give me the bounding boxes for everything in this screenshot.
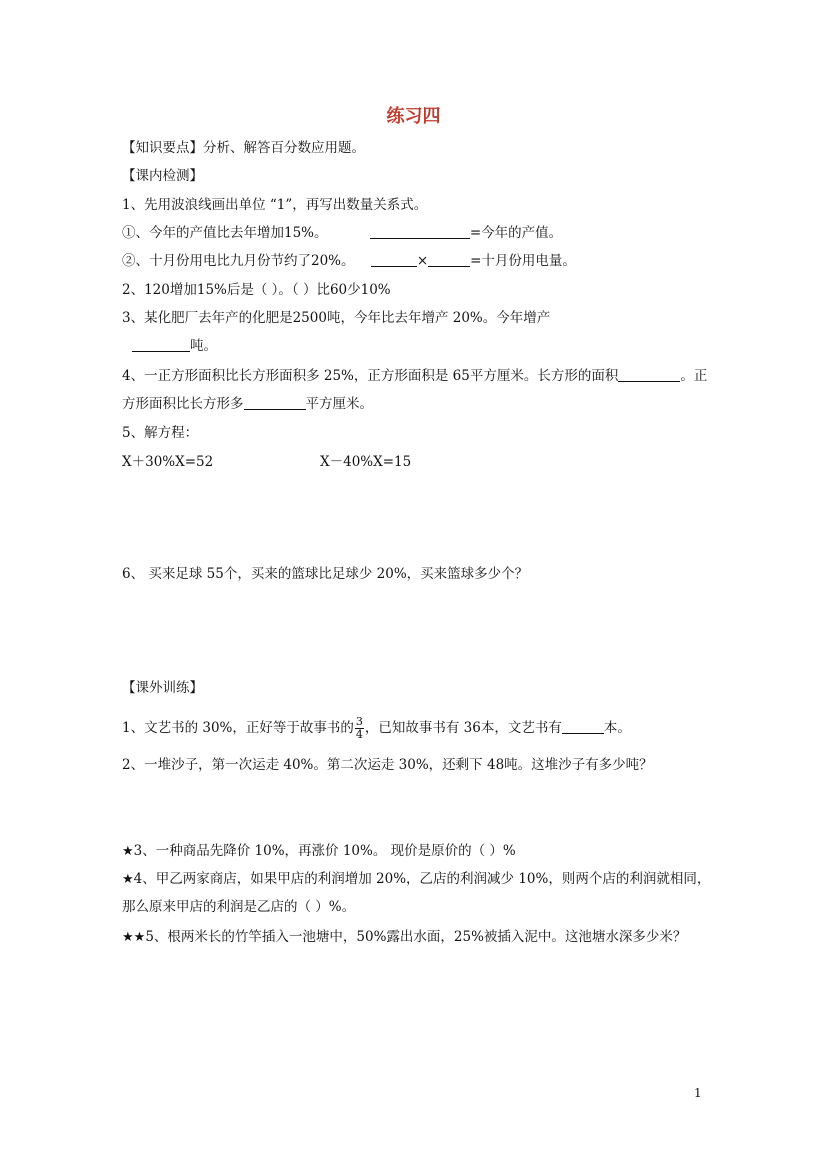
question-5: 5、解方程： <box>122 425 199 441</box>
question-4-tail-2: 平方厘米。 <box>305 396 373 412</box>
answer-blank[interactable] <box>132 337 190 352</box>
question-4-text-2: 方形面积比长方形多 <box>122 396 244 412</box>
question-1: 1、先用波浪线画出单位 “1”，再写出数量关系式。 <box>122 197 428 213</box>
question-1a <box>122 223 562 243</box>
answer-blank[interactable] <box>370 224 470 239</box>
extra-question-1 <box>122 716 631 741</box>
answer-blank[interactable] <box>428 252 470 267</box>
extra-question-3-text: 3、一种商品先降价 10%，再涨价 10%。 现价是原价的（ ）% <box>133 843 516 859</box>
extra-question-2: 2、一堆沙子，第一次运走 40%。第二次运走 30%，还剩下 48吨。这堆沙子有多少吨？ <box>122 757 653 773</box>
star-icon: ★ <box>122 844 134 859</box>
answer-blank[interactable] <box>244 395 306 410</box>
question-1b-text: ②、十月份用电比九月份节约了20%。 <box>122 253 355 269</box>
equation-1: X＋30%X=52 <box>122 454 214 470</box>
answer-blank[interactable] <box>618 367 680 382</box>
fraction <box>355 716 364 741</box>
question-4-tail: 。正 <box>680 368 708 384</box>
answer-blank[interactable] <box>562 719 604 734</box>
question-2: 2、120增加15%后是（ ）。（ ）比60少10% <box>122 282 391 298</box>
question-4-line1 <box>122 366 707 386</box>
extra-question-4-line2: 那么原来甲店的利润是乙店的（ ）%。 <box>122 899 356 915</box>
fraction-denominator: 4 <box>355 728 363 741</box>
knowledge-points: 【知识要点】分析、解答百分数应用题。 <box>122 140 365 156</box>
question-3-answer <box>132 336 217 356</box>
equation-2: X－40%X=15 <box>320 454 412 470</box>
extra-question-1-text-2: ，已知故事书有 36本，文艺书有 <box>364 720 562 736</box>
question-1a-tail: =今年的产值。 <box>469 225 563 241</box>
question-6: 6、 买来足球 55个，买来的篮球比足球少 20%，买来篮球多少个？ <box>122 566 529 582</box>
extra-question-4-text: 4、甲乙两家商店，如果甲店的利润增加 20%，乙店的利润减少 10%，则两个店的利润就相同， <box>133 871 711 887</box>
extra-question-5 <box>122 927 686 948</box>
section-in-class: 【课内检测】 <box>122 168 203 184</box>
question-1a-text: ①、今年的产值比去年增加15%。 <box>122 225 328 241</box>
question-4-line2 <box>122 394 373 414</box>
extra-question-4 <box>122 869 710 890</box>
page-number: 1 <box>694 1086 702 1100</box>
question-4-text: 4、一正方形面积比长方形面积多 25%，正方形面积是 65平方厘米。长方形的面积 <box>122 368 619 384</box>
section-extra-practice: 【课外训练】 <box>122 680 203 696</box>
question-1b <box>122 251 576 271</box>
extra-question-3 <box>122 841 516 862</box>
answer-blank[interactable] <box>371 252 417 267</box>
question-3-tail: 吨。 <box>190 338 217 354</box>
times-sign: × <box>416 253 429 269</box>
question-1b-tail: =十月份用电量。 <box>470 253 576 269</box>
star-icon: ★★ <box>122 930 146 945</box>
extra-question-1-text: 1、文艺书的 30%，正好等于故事书的 <box>122 720 354 736</box>
question-3: 3、某化肥厂去年产的化肥是2500吨，今年比去年增产 20%。今年增产 <box>122 310 551 326</box>
page-title: 练习四 <box>386 106 441 127</box>
extra-question-5-text: 5、根两米长的竹竿插入一池塘中，50%露出水面，25%被插入泥中。这池塘水深多少米？ <box>145 929 687 945</box>
extra-question-1-tail: 本。 <box>603 720 631 736</box>
star-icon: ★ <box>122 872 134 887</box>
fraction-numerator: 3 <box>355 715 363 728</box>
